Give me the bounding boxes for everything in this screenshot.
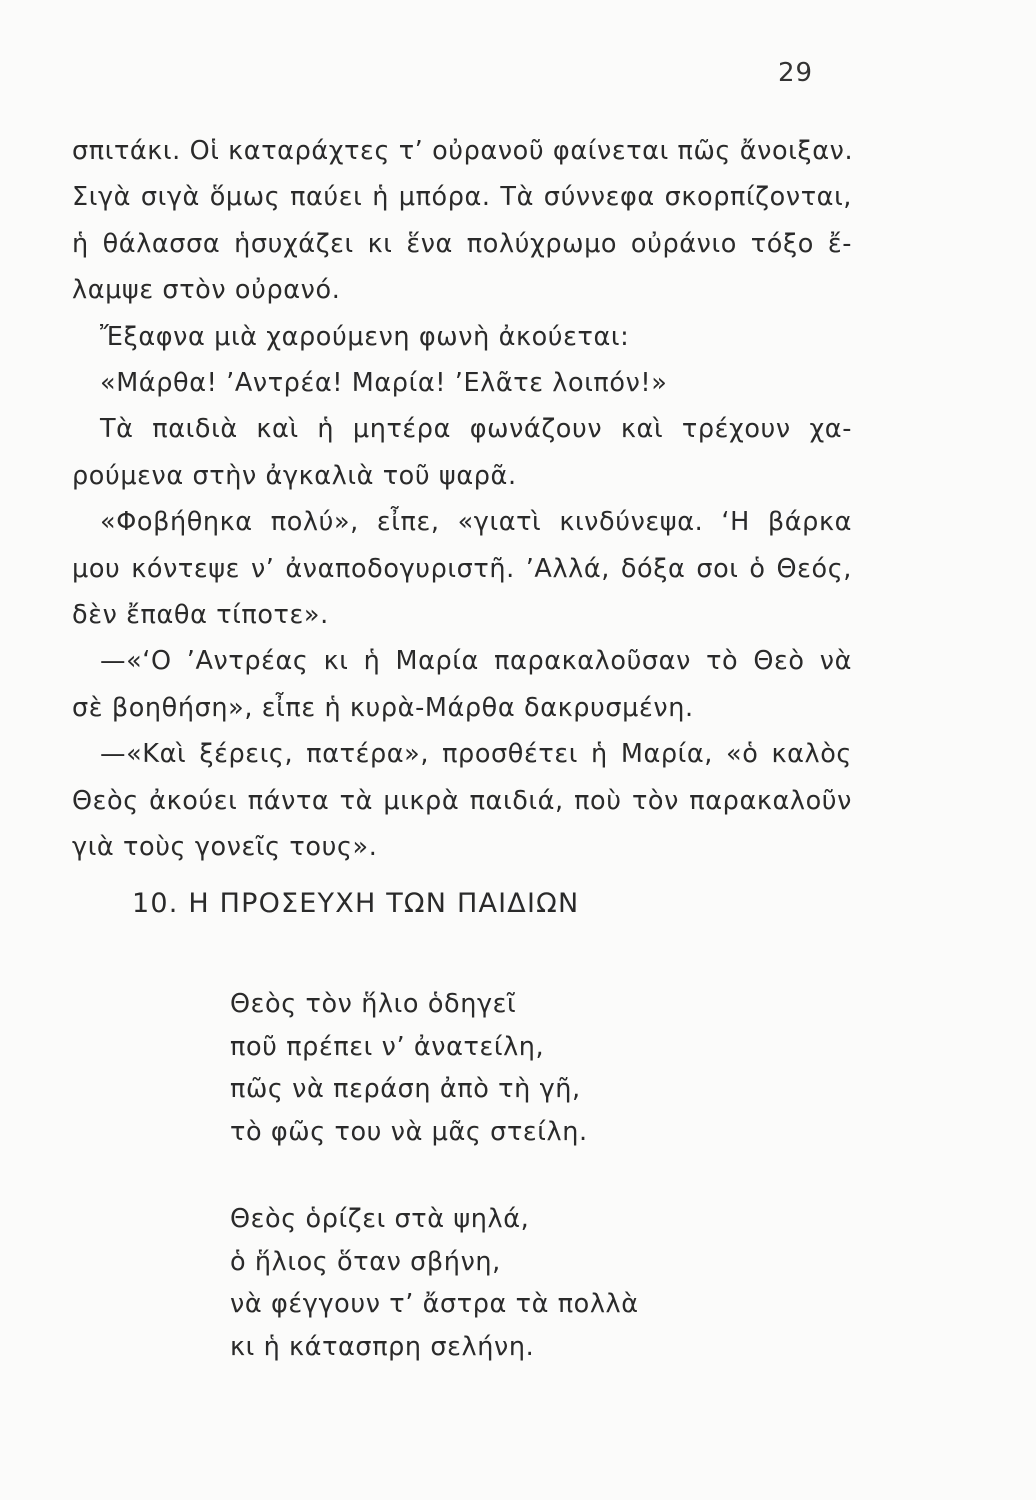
poem-line: κι ἡ κάτασπρη σελήνη.	[230, 1331, 535, 1362]
prose-line: Ἔξαφνα μιὰ χαρούμενη φωνὴ ἀκούεται:	[100, 321, 630, 352]
poem-line: ὁ ἥλιος ὅταν σβήνη,	[230, 1246, 501, 1277]
prose-line: Σιγὰ σιγὰ ὅμως παύει ἡ μπόρα. Τὰ σύννεφα σκορπίζονται,	[72, 182, 852, 213]
poem-line: Θεὸς τὸν ἥλιο ὁδηγεῖ	[230, 989, 517, 1019]
prose-line: ρούμενα στὴν ἀγκαλιὰ τοῦ ψαρᾶ.	[72, 460, 517, 491]
prose-line: —«Καὶ ξέρεις, πατέρα», προσθέτει ἡ Μαρία, «ὁ καλὸς	[100, 739, 852, 770]
prose-line: «Μάρθα! ’Αντρέα! Μαρία! ’Ελᾶτε λοιπόν!»	[100, 368, 668, 399]
poem-stanza-1	[230, 983, 588, 1153]
prose-line: «Φοβήθηκα πολύ», εἶπε, «γιατὶ κινδύνεψα. ‘Η βάρκα	[100, 507, 852, 538]
poem-line: ποῦ πρέπει ν’ ἀνατείλη,	[230, 1031, 545, 1062]
poem-line: τὸ φῶς του νὰ μᾶς στείλη.	[230, 1116, 588, 1147]
poem-line: πῶς νὰ περάση ἀπὸ τὴ γῆ,	[230, 1074, 581, 1104]
poem-line: Θεὸς ὁρίζει στὰ ψηλά,	[230, 1204, 530, 1234]
prose-line: ἡ θάλασσα ἡσυχάζει κι ἕνα πολύχρωμο οὐράνιο τόξο ἔ-	[72, 228, 852, 259]
prose-line: Θεὸς ἀκούει πάντα τὰ μικρὰ παιδιά, ποὺ τὸν παρακαλοῦν	[72, 785, 852, 816]
prose-body	[72, 128, 852, 871]
page-number: 29	[778, 58, 814, 88]
prose-line: δὲν ἔπαθα τίποτε».	[72, 600, 329, 631]
poem-line: νὰ φέγγουν τ’ ἄστρα τὰ πολλὰ	[230, 1289, 639, 1319]
prose-line: σὲ βοηθήση», εἶπε ἡ κυρὰ-Μάρθα δακρυσμένη.	[72, 692, 694, 723]
prose-line: σπιτάκι. Οἱ καταράχτες τ’ οὐρανοῦ φαίνεται πῶς ἄνοιξαν.	[72, 136, 854, 166]
prose-line: γιὰ τοὺς γονεῖς τους».	[72, 832, 378, 863]
poem-stanza-2	[230, 1198, 639, 1368]
prose-line: λαμψε στὸν οὐρανό.	[72, 275, 341, 306]
prose-line: —«‘Ο ’Αντρέας κι ἡ Μαρία παρακαλοῦσαν τὸ Θεὸ νὰ	[100, 646, 852, 677]
section-heading: 10. Η ΠΡΟΣΕΥΧΗ ΤΩΝ ΠΑΙΔΙΩΝ	[132, 888, 580, 919]
prose-line: Τὰ παιδιὰ καὶ ἡ μητέρα φωνάζουν καὶ τρέχουν χα-	[100, 414, 852, 445]
prose-line: μου κόντεψε ν’ ἀναποδογυριστῆ. ’Αλλά, δόξα σοι ὁ Θεός,	[72, 553, 852, 584]
